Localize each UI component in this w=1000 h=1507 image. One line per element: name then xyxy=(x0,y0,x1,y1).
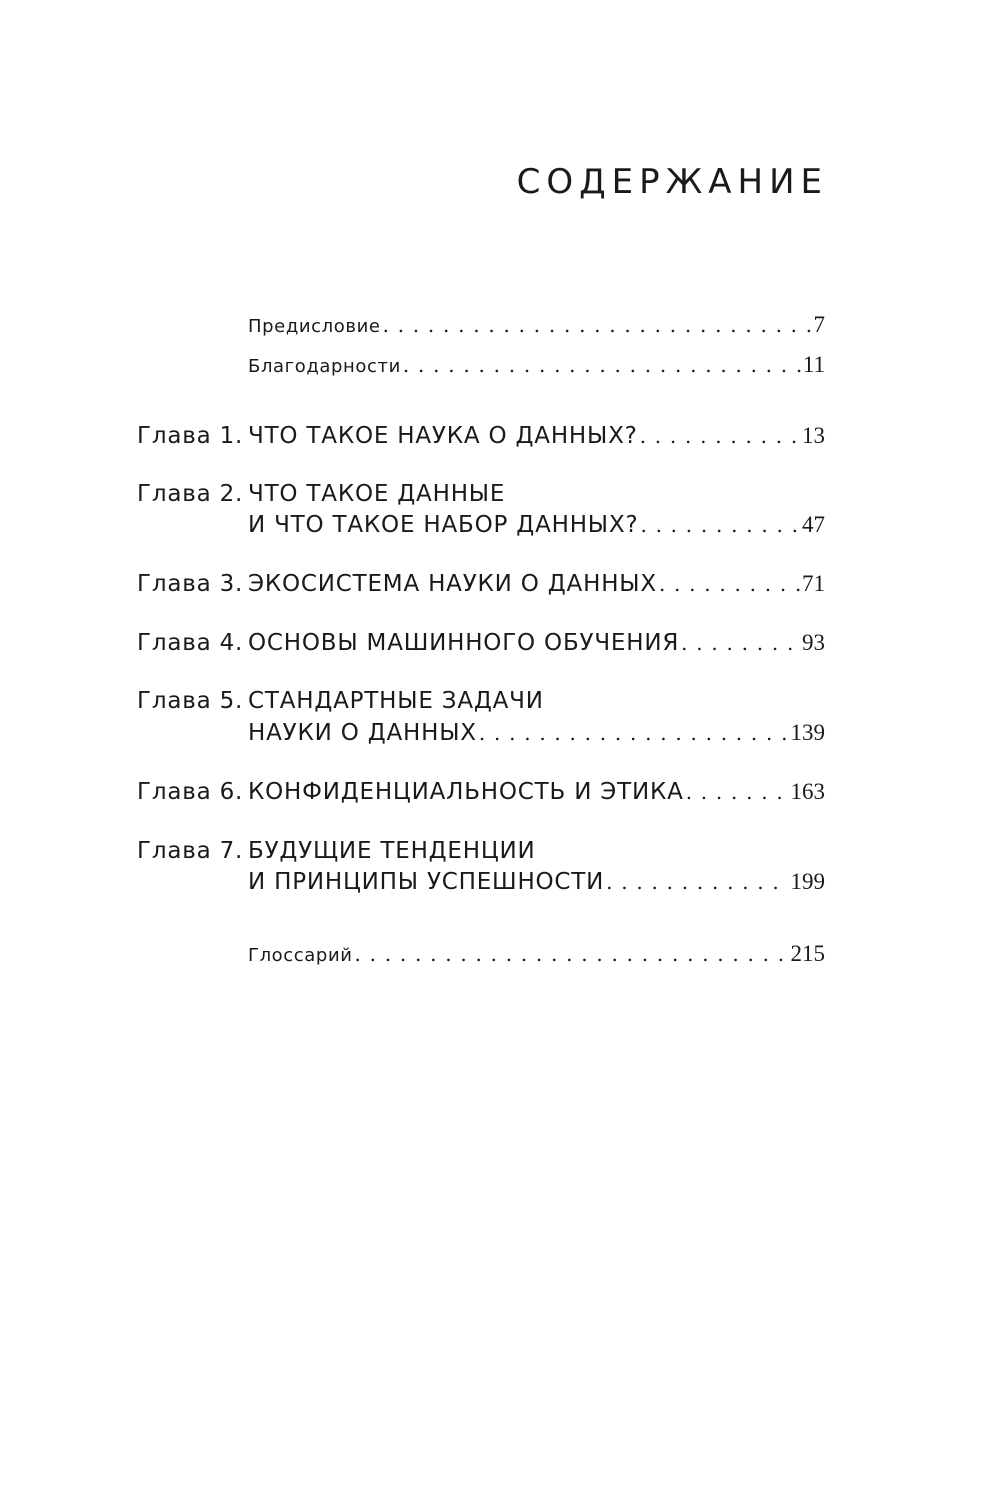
chapter-page: 71 xyxy=(802,571,825,596)
dot-leader xyxy=(681,631,800,655)
dot-leader xyxy=(640,513,800,537)
toc-entry-acknowledgements[interactable] xyxy=(248,352,825,378)
dot-leader xyxy=(686,780,789,804)
dot-leader xyxy=(403,353,801,377)
chapter-title: НАУКИ О ДАННЫХ xyxy=(248,720,477,746)
chapter-title-line xyxy=(248,481,505,507)
chapter-title: КОНФИДЕНЦИАЛЬНОСТЬ И ЭТИКА xyxy=(248,779,684,805)
chapter-title-line xyxy=(248,838,536,864)
chapter-title: ЧТО ТАКОЕ ДАННЫЕ xyxy=(248,481,506,507)
chapter-label: Глава 6. xyxy=(137,779,244,805)
toc-entry-page: 215 xyxy=(790,941,825,966)
chapter-title: ОСНОВЫ МАШИННОГО ОБУЧЕНИЯ xyxy=(248,630,680,656)
dot-leader xyxy=(383,313,812,337)
toc-entry-page: 11 xyxy=(802,352,825,377)
chapter-title: СТАНДАРТНЫЕ ЗАДАЧИ xyxy=(248,688,544,714)
chapter-page: 93 xyxy=(802,630,825,655)
dot-leader xyxy=(355,942,789,966)
dot-leader xyxy=(479,721,789,745)
chapter-title-line xyxy=(248,779,825,805)
toc-heading: СОДЕРЖАНИЕ xyxy=(516,162,828,202)
chapter-title-line xyxy=(248,512,825,538)
dot-leader xyxy=(659,572,800,596)
chapter-title: И ЧТО ТАКОЕ НАБОР ДАННЫХ? xyxy=(248,512,639,538)
chapter-label: Глава 7. xyxy=(137,838,244,864)
chapter-title-line xyxy=(248,571,825,597)
dot-leader xyxy=(606,870,788,894)
chapter-title-line xyxy=(248,630,825,656)
chapter-label: Глава 2. xyxy=(137,481,244,507)
chapter-label: Глава 4. xyxy=(137,630,244,656)
toc-entry-title: Глоссарий xyxy=(248,945,353,966)
chapter-label: Глава 5. xyxy=(137,688,244,714)
chapter-title-line xyxy=(248,423,825,449)
chapter-label: Глава 1. xyxy=(137,423,244,449)
chapter-page: 139 xyxy=(790,720,825,745)
chapter-title: БУДУЩИЕ ТЕНДЕНЦИИ xyxy=(248,838,536,864)
chapter-title-line xyxy=(248,688,544,714)
dot-leader xyxy=(640,424,800,448)
toc-entry-preface[interactable] xyxy=(248,312,825,338)
chapter-title: И ПРИНЦИПЫ УСПЕШНОСТИ xyxy=(248,869,605,895)
chapter-title-line xyxy=(248,720,825,746)
chapter-page: 199 xyxy=(790,869,825,894)
toc-entry-page: 7 xyxy=(813,312,825,337)
chapter-page: 13 xyxy=(802,423,825,448)
toc-entry-title: Благодарности xyxy=(248,356,401,377)
chapter-label: Глава 3. xyxy=(137,571,244,597)
chapter-page: 163 xyxy=(790,779,825,804)
chapter-title: ЧТО ТАКОЕ НАУКА О ДАННЫХ? xyxy=(248,423,638,449)
toc-entry-title: Предисловие xyxy=(248,316,381,337)
toc-entry-glossary[interactable] xyxy=(248,941,825,967)
chapter-title-line xyxy=(248,869,825,895)
chapter-page: 47 xyxy=(802,512,825,537)
chapter-title: ЭКОСИСТЕМА НАУКИ О ДАННЫХ xyxy=(248,571,657,597)
